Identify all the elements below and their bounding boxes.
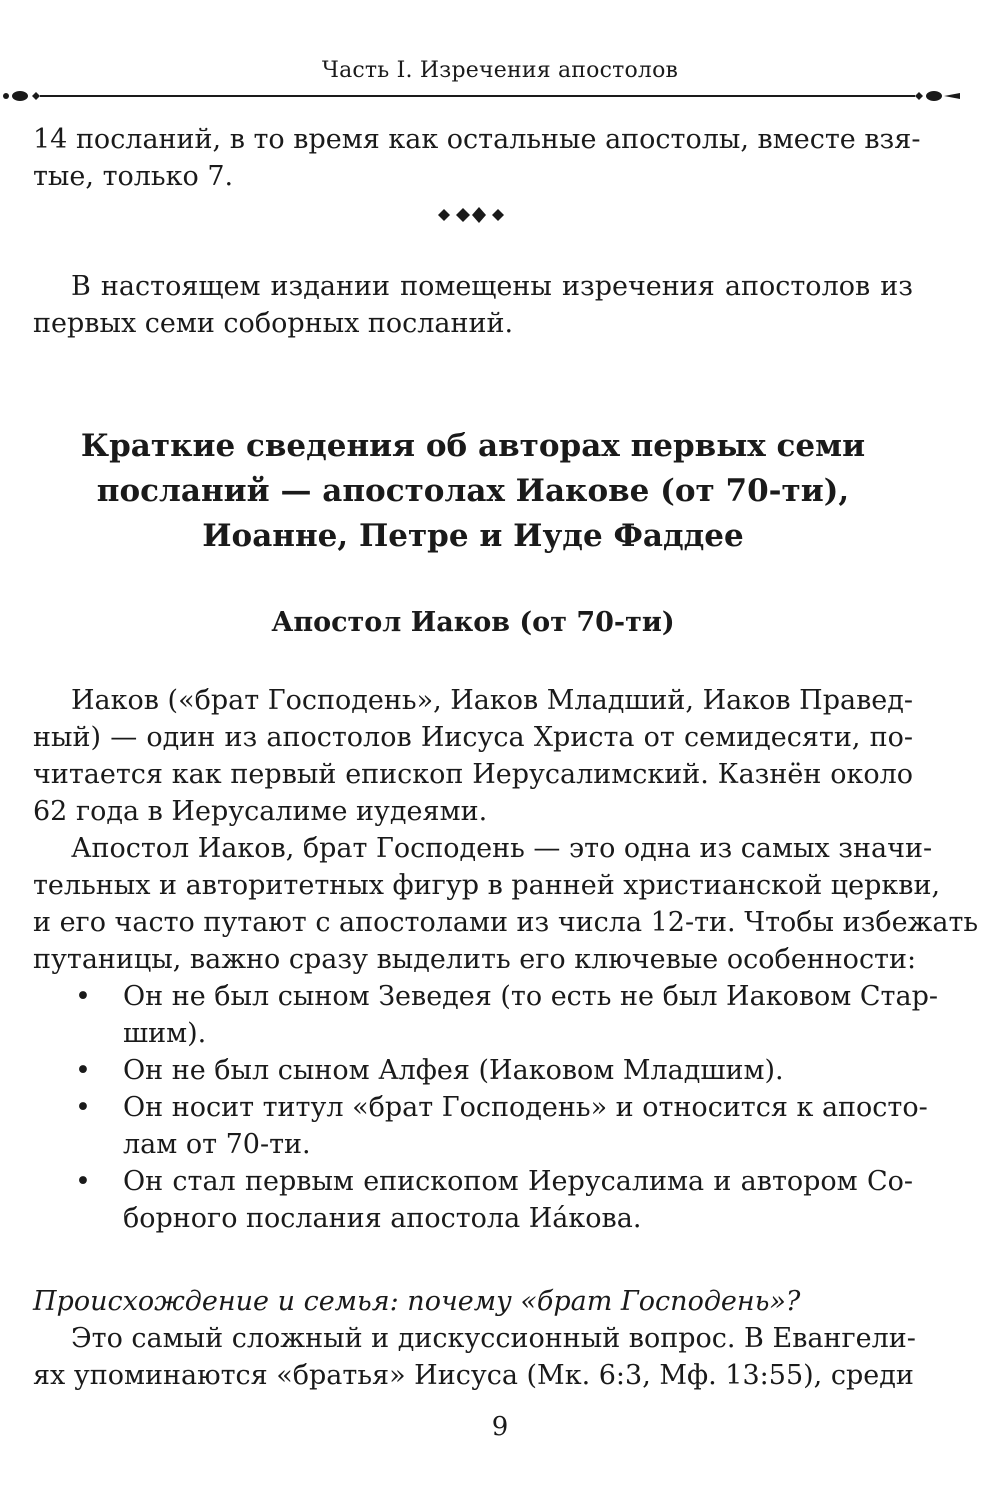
edition-paragraph xyxy=(33,268,913,342)
paragraph-3 xyxy=(33,1320,916,1394)
text-line: ный) — один из апостолов Иисуса Христа от семидесяти, по- xyxy=(33,722,913,753)
intro-paragraph xyxy=(33,121,921,195)
list-item xyxy=(33,1089,928,1163)
page-number: 9 xyxy=(491,1412,509,1442)
section-heading xyxy=(33,424,913,559)
heading-line: Иоанне, Петре и Иуде Фаддее xyxy=(202,518,744,554)
subheading: Апостол Иаков (от 70-ти) xyxy=(271,607,675,638)
bullet-icon: • xyxy=(75,1092,91,1123)
list-item xyxy=(33,978,938,1052)
text-line: Он не был сыном Зеведея (то есть не был Иаковом Стар- xyxy=(123,981,938,1012)
text-line: тые, только 7. xyxy=(33,161,234,192)
text-line: 14 посланий, в то время как остальные апостолы, вместе взя- xyxy=(33,124,921,155)
paragraph-2 xyxy=(33,830,979,978)
text-line: 62 года в Иерусалиме иудеями. xyxy=(33,796,488,827)
text-line: шим). xyxy=(123,1018,207,1049)
bullet-icon: • xyxy=(75,1166,91,1197)
text-line: ях упоминаются «братья» Иисуса (Мк. 6:3, Мф. 13:55), среди xyxy=(33,1360,914,1391)
list-item xyxy=(33,1052,913,1089)
bullet-icon: • xyxy=(75,981,91,1012)
text-line: Он стал первым епископом Иерусалима и автором Со- xyxy=(123,1166,913,1197)
text-line: читается как первый епископ Иерусалимский. Казнён около xyxy=(33,759,913,790)
text-line: Иаков («брат Господень», Иаков Младший, Иаков Правед- xyxy=(71,685,913,716)
text-line: и его часто путают с апостолами из числа 12-ти. Чтобы избежать xyxy=(33,907,979,938)
header-ornament-rule xyxy=(0,86,1000,106)
heading-line: посланий — апостолах Иакове (от 70-ти), xyxy=(96,473,850,509)
heading-line: Краткие сведения об авторах первых семи xyxy=(80,428,866,464)
fleuron-divider-icon xyxy=(432,203,512,227)
text-line: В настоящем издании помещены изречения апостолов из xyxy=(71,271,913,302)
text-line: путаницы, важно сразу выделить его ключевые особенности: xyxy=(33,944,917,975)
feature-list xyxy=(33,978,938,1237)
text-line: Это самый сложный и дискуссионный вопрос. В Евангели- xyxy=(71,1323,916,1354)
list-item xyxy=(33,1163,913,1237)
text-line: Апостол Иаков, брат Господень — это одна из самых значи- xyxy=(71,833,933,864)
running-title: Часть I. Изречения апостолов xyxy=(321,58,679,83)
text-line: Происхождение и семья: почему «брат Господень»? xyxy=(33,1286,801,1317)
text-line: тельных и авторитетных фигур в ранней христианской церкви, xyxy=(33,870,941,901)
text-line: борного послания апостола Иа́кова. xyxy=(123,1203,642,1234)
text-line: первых семи соборных посланий. xyxy=(33,308,514,339)
text-line: Он не был сыном Алфея (Иаковом Младшим). xyxy=(123,1055,784,1086)
italic-heading xyxy=(33,1283,913,1320)
bullet-icon: • xyxy=(75,1055,91,1086)
text-line: Он носит титул «брат Господень» и относится к апосто- xyxy=(123,1092,928,1123)
text-line: лам от 70-ти. xyxy=(123,1129,311,1160)
paragraph-1 xyxy=(33,682,913,830)
